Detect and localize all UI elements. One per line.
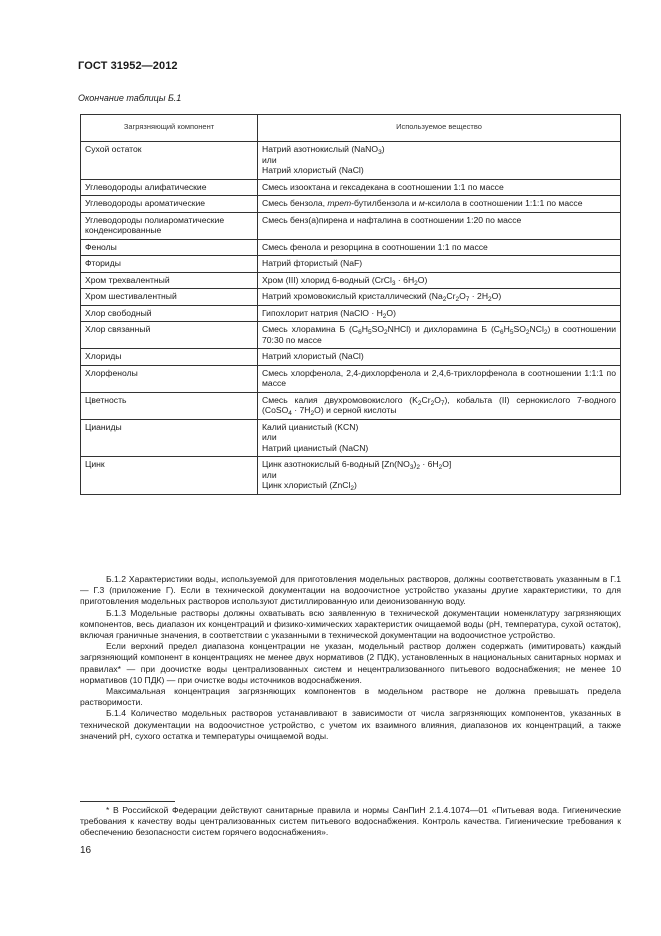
component-cell: Углеводороды алифатические	[81, 179, 258, 196]
column-header-substance: Используемое вещество	[258, 115, 621, 142]
table-row	[81, 212, 621, 239]
component-cell: Хлорфенолы	[81, 365, 258, 392]
table-row	[81, 289, 621, 306]
substance-line: Калий цианистый (KCN)	[262, 421, 359, 432]
footnote	[80, 805, 621, 839]
table-row	[81, 196, 621, 213]
table-row	[81, 322, 621, 349]
substance-line: Натрий хлористый (NaCl)	[262, 351, 364, 361]
footnote-text: * В Российской Федерации действуют санитарные правила и нормы СанПиН 2.1.4.1074—01 «Питьевая вода. Гигиенические требования к качеству воды централизованных систем питьевого водоснабжения. Контроль качества. Гигиенические требования к обеспечению безопасности систем горячего водоснабжения».	[80, 805, 621, 838]
substance-line: или	[262, 469, 277, 480]
substance-line: Натрий хромовокислый кристаллический $(Na_2Cr_2O_7 \cdot 2H_2O)$	[262, 291, 502, 303]
page-number: 16	[80, 845, 92, 856]
table-row	[81, 365, 621, 392]
paragraph-b-1-2: Б.1.2 Характеристики воды, используемой для приготовления модельных растворов, должны соответствовать указанным в Г.1 — Г.3 (приложение Г). Если в технической документации на водоочистное устройство указаны другие характеристики, то для приготовления модельных растворов используют дистиллированную или деионизованную воду.	[80, 574, 621, 607]
component-cell: Фенолы	[81, 239, 258, 256]
substance-line: Смесь бензола, трет-бутилбензола и м-ксилола в соотношении 1:1:1 по массе	[262, 198, 583, 208]
substance-cell	[258, 457, 621, 495]
substance-cell	[258, 256, 621, 273]
table-row	[81, 142, 621, 180]
table-row	[81, 272, 621, 289]
substance-line: Цинк хлористый (ZnCl$_2$)	[262, 480, 357, 492]
table-row	[81, 419, 621, 457]
substance-line: Гипохлорит натрия (NaClO · $H_2O$)	[262, 307, 396, 320]
component-cell: Углеводороды полиароматические конденсированные	[81, 212, 258, 239]
substance-line: или	[262, 432, 277, 442]
substance-cell	[258, 289, 621, 306]
substance-line: Натрий азотнокислый (NaNO$_3$)	[262, 144, 385, 156]
table-caption: Окончание таблицы Б.1	[78, 93, 182, 103]
substance-cell	[258, 196, 621, 213]
table-row	[81, 349, 621, 366]
document-header: ГОСТ 31952—2012	[78, 60, 178, 72]
substance-line: Смесь бенз(а)пирена и нафталина в соотношении 1:20 по массе	[262, 214, 522, 225]
substance-line: Натрий хлористый (NaCl)	[262, 165, 364, 175]
table-row	[81, 256, 621, 273]
component-cell: Хлор связанный	[81, 322, 258, 349]
component-cell: Углеводороды ароматические	[81, 196, 258, 213]
substance-cell	[258, 419, 621, 457]
component-cell: Цветность	[81, 392, 258, 419]
component-cell: Хлор свободный	[81, 305, 258, 322]
paragraph-b-1-4: Б.1.4 Количество модельных растворов устанавливают в зависимости от числа загрязняющих компонентов, указанных в технической документации на водоочистное устройство, с учетом их взаимного влияния, диапазонов их концентраций, а также значений pH, сухого остатка и температуры очищаемой воды.	[80, 708, 621, 741]
substance-line: или	[262, 154, 277, 165]
substance-cell	[258, 392, 621, 419]
table-row	[81, 179, 621, 196]
substance-cell	[258, 305, 621, 322]
substance-cell	[258, 272, 621, 289]
substance-cell	[258, 142, 621, 180]
substance-cell	[258, 212, 621, 239]
component-cell: Сухой остаток	[81, 142, 258, 180]
component-cell: Фториды	[81, 256, 258, 273]
substance-line: Цинк азотнокислый 6-водный $[Zn(NO_3)_2 \cdot 6H_2O]$	[262, 459, 452, 471]
column-header-component: Загрязняющий компонент	[81, 115, 258, 142]
table-row	[81, 239, 621, 256]
substance-cell	[258, 322, 621, 349]
substance-cell	[258, 349, 621, 366]
substance-line: Натрий фтористый (NaF)	[262, 258, 363, 268]
substances-table	[80, 114, 621, 495]
substance-line: Смесь изооктана и гексадекана в соотношении 1:1 по массе	[262, 181, 504, 192]
table-header-row	[81, 115, 621, 142]
table-row	[81, 305, 621, 322]
substance-line: Смесь фенола и резорцина в соотношении 1:1 по массе	[262, 241, 488, 252]
substance-cell	[258, 365, 621, 392]
table-row	[81, 457, 621, 495]
substance-cell	[258, 239, 621, 256]
component-cell: Хлориды	[81, 349, 258, 366]
paragraph-upper-limit: Если верхний предел диапазона концентрации не указан, модельный раствор должен содержать (имитировать) каждый загрязняющий компонент в концентрациях не менее двух нормативов (2 ПДК), установленных в национальных санитарных нормах и правилах* — при доочистке воды централизованных систем и нецентрализованного питьевого водоснабжения; не менее 10 нормативов (10 ПДК) — при очистке воды источников водоснабжения.	[80, 641, 621, 685]
component-cell: Хром шестивалентный	[81, 289, 258, 306]
table-row	[81, 392, 621, 419]
component-cell: Хром трехвалентный	[81, 272, 258, 289]
paragraph-b-1-3: Б.1.3 Модельные растворы должны охватывать всю заявленную в технической документации номенклатуру загрязняющих компонентов, весь диапазон их концентраций и физико-химических характеристик очищаемой воды (pH, температура, сухой остаток), включая граничные значения, в соответствии с указанными в технической документации на водоочистное устройство.	[80, 607, 621, 641]
footnote-separator	[80, 801, 175, 802]
substance-line: Натрий цианистый (NaCN)	[262, 442, 369, 453]
paragraph-max-concentration: Максимальная концентрация загрязняющих компонентов в модельном растворе не должна превышать предела растворимости.	[80, 686, 621, 708]
component-cell: Цинк	[81, 457, 258, 495]
component-cell: Цианиды	[81, 419, 258, 457]
substance-line: Смесь хлорфенола, 2,4-дихлорфенола и 2,4,6-трихлорфенола в соотношении 1:1:1 по массе	[262, 367, 616, 388]
substance-cell	[258, 179, 621, 196]
body-text	[80, 574, 621, 742]
substance-line: Смесь хлорамина Б $(C_6H_5SO_2NHCl)$ и дихлорамина Б $(C_6H_5SO_2NCl_2)$ в соотношении 70:30 по массе	[262, 324, 616, 345]
substance-line: Смесь калия двухромовокислого $(K_2Cr_2O_7)$, кобальта (II) сернокислого 7-водного (CoSO$_4$ · $7H_2O$) и серной кислоты	[262, 394, 617, 417]
substance-line: Хром (III) хлорид 6-водный (CrCl$_3$ · $6H_2O$)	[262, 274, 428, 287]
